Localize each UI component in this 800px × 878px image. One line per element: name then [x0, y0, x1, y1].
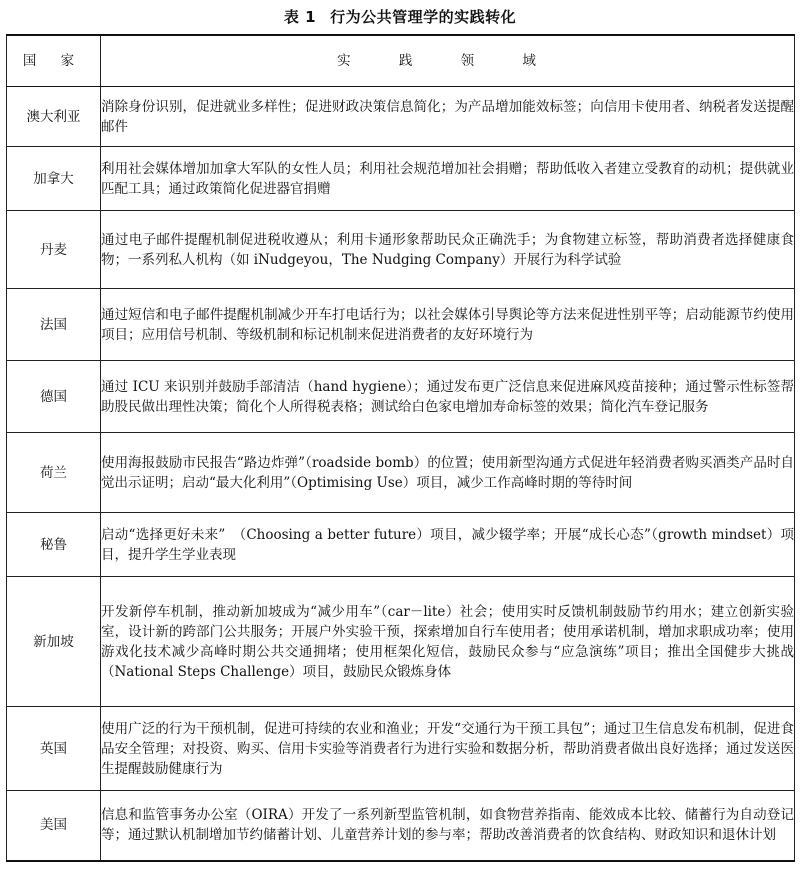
country-cell: 英国: [7, 707, 101, 791]
header-row: [7, 35, 795, 87]
table-row: [7, 791, 795, 861]
country-cell: 新加坡: [7, 577, 101, 707]
field-cell: 信息和监管事务办公室（OIRA）开发了一系列新型监管机制，如食物营养指南、能效成本比较、储蓄行为自动登记等；通过默认机制增加节约储蓄计划、儿童营养计划的参与率；帮助改善消费者的饮食结构、财政知识和退休计划: [101, 791, 795, 861]
field-cell: 消除身份识别，促进就业多样性；促进财政决策信息简化；为产品增加能效标签；向信用卡使用者、纳税者发送提醒邮件: [101, 87, 795, 147]
field-cell: 使用海报鼓励市民报告“路边炸弹”（roadside bomb）的位置；使用新型沟通方式促进年轻消费者购买酒类产品时自觉出示证明；启动“最大化利用”（Optimising Use）项目，减少工作高峰时期的等待时间: [101, 433, 795, 513]
country-cell: 法国: [7, 289, 101, 361]
field-cell: 使用广泛的行为干预机制，促进可持续的农业和渔业；开发“交通行为干预工具包”；通过卫生信息发布机制，促进食品安全管理；对投资、购买、信用卡实验等消费者行为进行实验和数据分析，帮助消费者做出良好选择；通过发送医生提醒鼓励健康行为: [101, 707, 795, 791]
table-number: 表 1: [283, 8, 317, 26]
field-cell: 利用社会媒体增加加拿大军队的女性人员；利用社会规范增加社会捐赠；帮助低收入者建立受教育的动机；提供就业匹配工具；通过政策简化促进器官捐赠: [101, 147, 795, 211]
table-row: [7, 87, 795, 147]
table-row: [7, 707, 795, 791]
practice-table: [6, 34, 795, 862]
table-title: 行为公共管理学的实践转化: [330, 8, 517, 26]
field-cell: 开发新停车机制，推动新加坡成为“减少用车”（car－lite）社会；使用实时反馈机制鼓励节约用水；建立创新实验室，设计新的跨部门公共服务；开展户外实验干预，探索增加自行车使用者；使用承诺机制，增加求职成功率；使用游戏化技术减少高峰时期公共交通拥堵；使用框架化短信，鼓励民众参与“应急演练”项目；推出全国健步大挑战（National Steps Challenge）项目，鼓励民众锻炼身体: [101, 577, 795, 707]
country-cell: 秘鲁: [7, 513, 101, 577]
table-row: [7, 513, 795, 577]
table-row: [7, 147, 795, 211]
table-row: [7, 361, 795, 433]
country-cell: 加拿大: [7, 147, 101, 211]
table-row: [7, 577, 795, 707]
field-cell: 通过 ICU 来识别并鼓励手部清洁（hand hygiene）；通过发布更广泛信息来促进麻风疫苗接种；通过警示性标签帮助股民做出理性决策；简化个人所得税表格；测试给白色家电增加寿命标签的效果；简化汽车登记服务: [101, 361, 795, 433]
country-cell: 荷兰: [7, 433, 101, 513]
country-cell: 德国: [7, 361, 101, 433]
field-cell: 通过短信和电子邮件提醒机制减少开车打电话行为；以社会媒体引导舆论等方法来促进性别平等；启动能源节约使用项目；应用信号机制、等级机制和标记机制来促进消费者的友好环境行为: [101, 289, 795, 361]
field-cell: 启动“选择更好未来” （Choosing a better future）项目，减少辍学率；开展“成长心态”（growth mindset）项目，提升学生学业表现: [101, 513, 795, 577]
table-row: [7, 433, 795, 513]
field-cell: 通过电子邮件提醒机制促进税收遵从；利用卡通形象帮助民众正确洗手；为食物建立标签，帮助消费者选择健康食物；一系列私人机构（如 iNudgeyou，The Nudging Company）开展行为科学试验: [101, 211, 795, 289]
header-field: 实 践 领 域: [101, 35, 795, 87]
country-cell: 丹麦: [7, 211, 101, 289]
table-row: [7, 211, 795, 289]
table-caption: [0, 0, 800, 34]
country-cell: 美国: [7, 791, 101, 861]
header-country: 国 家: [7, 35, 101, 87]
country-cell: 澳大利亚: [7, 87, 101, 147]
table-row: [7, 289, 795, 361]
